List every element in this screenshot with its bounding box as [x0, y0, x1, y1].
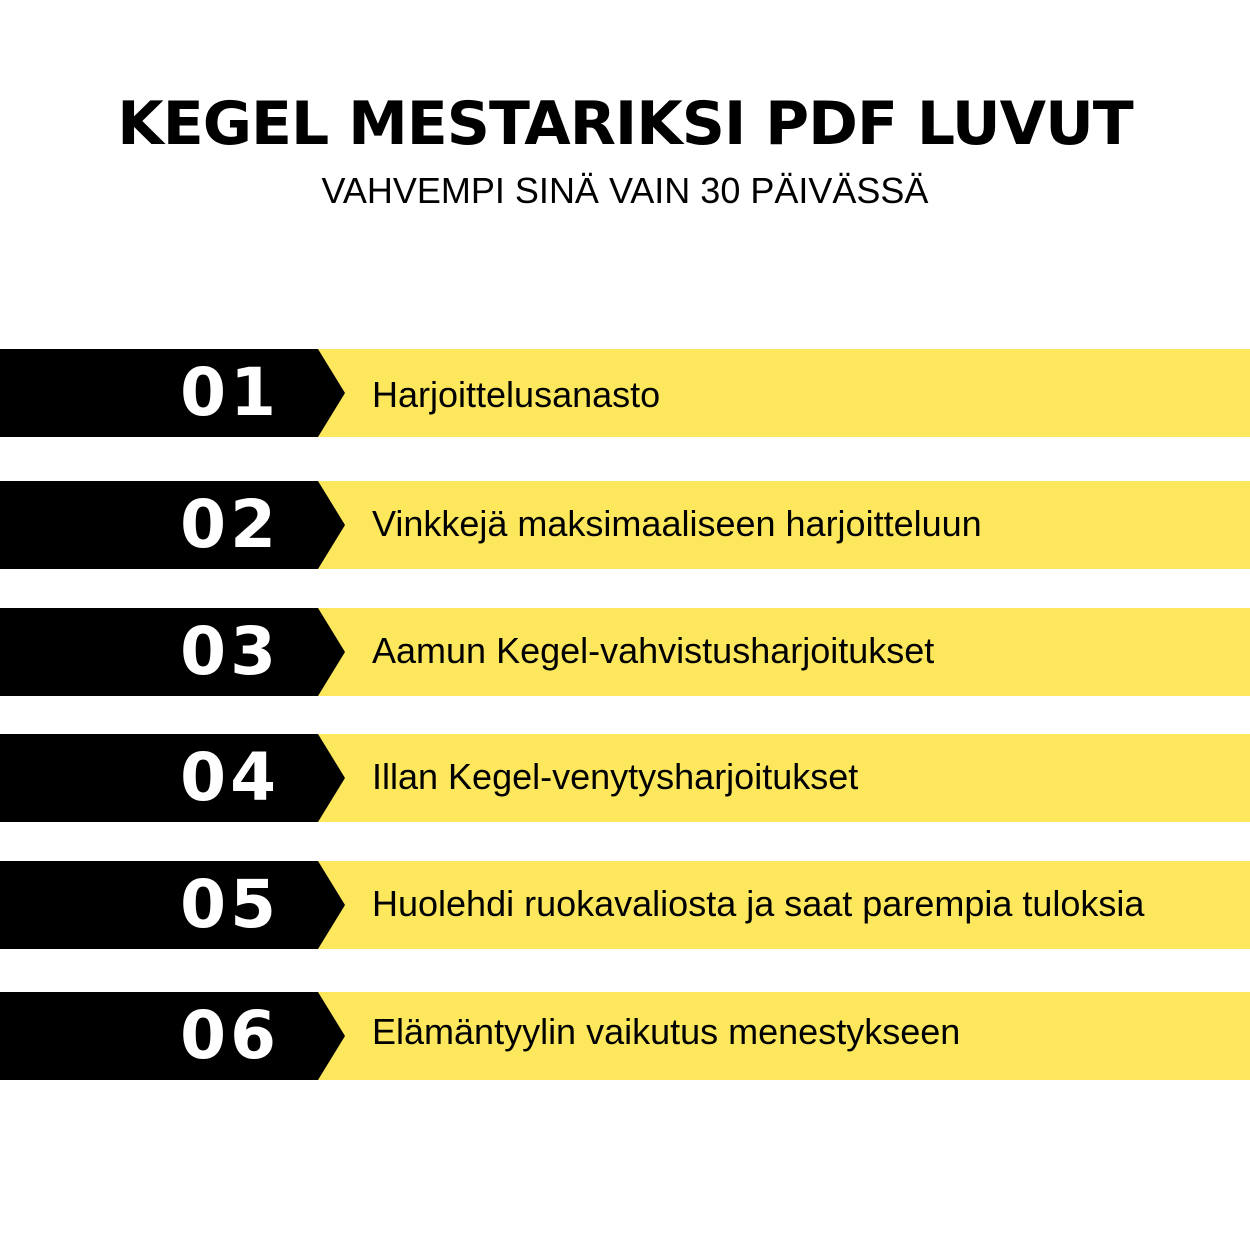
chapter-number: 04 — [180, 739, 280, 816]
chapter-label: Harjoittelusanasto — [372, 374, 661, 415]
chapter-label: Vinkkejä maksimaaliseen harjoitteluun — [372, 503, 982, 544]
chapter-row — [0, 349, 1250, 437]
chapter-row — [0, 861, 1250, 949]
chapter-row — [0, 481, 1250, 569]
chapter-label: Illan Kegel-venytysharjoitukset — [372, 756, 859, 797]
chapter-row — [0, 992, 1250, 1080]
chapter-number: 02 — [180, 486, 280, 563]
chapter-number: 03 — [180, 613, 280, 690]
chapter-label: Huolehdi ruokavaliosta ja saat parempia tuloksia — [372, 883, 1145, 924]
chapter-label: Aamun Kegel-vahvistusharjoitukset — [372, 630, 935, 671]
chapter-number: 06 — [180, 997, 280, 1074]
chapter-number: 05 — [180, 866, 280, 943]
chapter-row — [0, 734, 1250, 822]
page-subtitle: VAHVEMPI SINÄ VAIN 30 PÄIVÄSSÄ — [321, 170, 929, 211]
chapter-row — [0, 608, 1250, 696]
chapter-label: Elämäntyylin vaikutus menestykseen — [372, 1011, 961, 1052]
chapter-number: 01 — [180, 354, 280, 431]
page-title: KEGEL MESTARIKSI PDF LUVUT — [117, 89, 1133, 159]
